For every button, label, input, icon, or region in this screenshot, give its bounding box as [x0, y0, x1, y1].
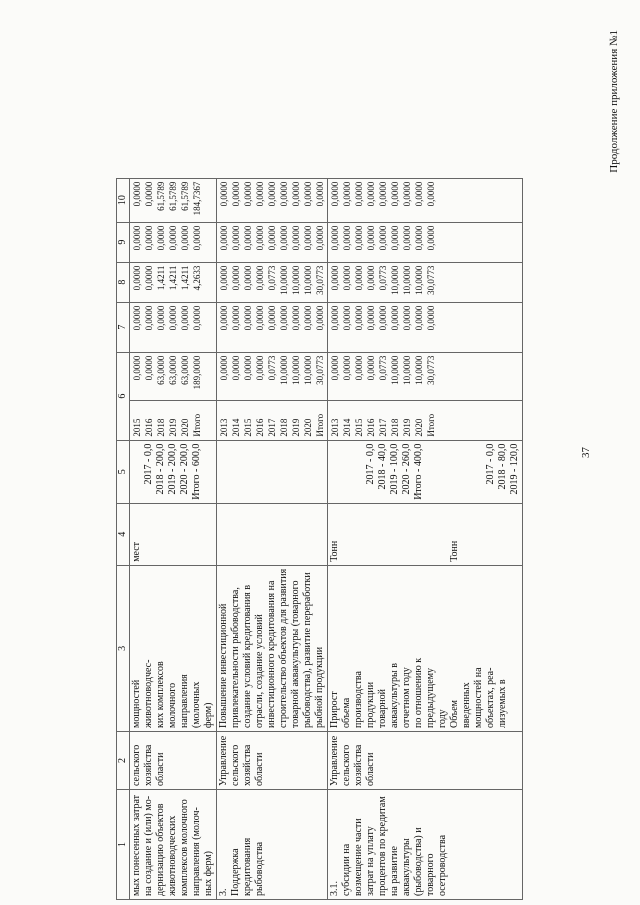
continuation-label: Продолжение приложения №1 [608, 30, 620, 173]
cell-line: Итого [192, 413, 202, 437]
cell-line: 0,0000 [219, 265, 229, 291]
cell-line: 2019 - 120,0 [509, 443, 520, 495]
cell-line: 0,0000 [144, 225, 154, 251]
cell-line: 0,0000 [342, 225, 352, 251]
cell-line: 0,0000 [279, 305, 289, 331]
indicator-cell [130, 565, 217, 731]
cell-line: 63,0000 [180, 355, 190, 385]
cell-line: 2019 - 100,0 [389, 443, 400, 495]
cell-line: 0,0000 [330, 305, 340, 331]
cell-line: 2020 - 200,0 [179, 443, 190, 495]
cell-line: (рыбоводства) и [413, 827, 424, 896]
cell-line: направления [179, 674, 190, 728]
cell-line: Итого [426, 413, 436, 437]
cell-line: 10,0000 [390, 265, 400, 295]
cell-line: 0,0000 [180, 305, 190, 331]
executor-cell [328, 732, 523, 790]
cell-line: 0,0773 [267, 355, 277, 381]
cell-line: Объем [449, 700, 460, 728]
cell-line: Итого [315, 413, 325, 437]
cell-line: ких комплексов [155, 661, 166, 728]
year-cell [328, 400, 523, 440]
cell-line: 0,0000 [354, 181, 364, 207]
cell-line: 0,0000 [267, 225, 277, 251]
cell-line: 0,0000 [354, 265, 364, 291]
cell-line: Поддержка [230, 848, 241, 896]
cell-line: 0,0000 [366, 265, 376, 291]
total-funding-cell [328, 352, 523, 400]
cell-line: 0,0000 [219, 305, 229, 331]
cell-line: 10,0000 [414, 265, 424, 295]
cell-line: 2018 [390, 418, 400, 437]
cell-line: производства [353, 671, 364, 728]
cell-line: Итого - 600,0 [191, 443, 202, 500]
cell-line: области [155, 752, 166, 786]
cell-line: аквакультуры в [389, 663, 400, 728]
cell-line: 0,0000 [291, 305, 301, 331]
cell-line: 10,0000 [279, 355, 289, 385]
cell-line: 0,0773 [378, 355, 388, 381]
cell-line: 0,0000 [426, 225, 436, 251]
cell-line: 0,0000 [243, 355, 253, 381]
cell-line: 2020 - 260,0 [401, 443, 412, 495]
cell-line: 30,0773 [426, 265, 436, 295]
cell-line: введенных [461, 682, 472, 728]
cell-line [329, 444, 341, 500]
cell-line: 0,0000 [303, 305, 313, 331]
cell-line: 0,0773 [378, 265, 388, 291]
cell-line: 0,0000 [330, 181, 340, 207]
funding-cell [328, 302, 523, 352]
cell-line [401, 507, 413, 562]
cell-line: 0,0000 [342, 355, 352, 381]
target-value-cell [328, 440, 523, 503]
cell-line: 0,0000 [291, 181, 301, 207]
cell-line [377, 507, 389, 562]
cell-line: 0,0000 [354, 355, 364, 381]
cell-line: 0,0000 [219, 355, 229, 381]
cell-line: 0,0000 [303, 181, 313, 207]
cell-line: сельского [230, 744, 241, 786]
cell-line: предыдущему [425, 667, 436, 728]
cell-line: 0,0000 [267, 181, 277, 207]
cell-line: направления (молоч- [191, 807, 202, 896]
cell-line: 0,0000 [279, 225, 289, 251]
cell-line [389, 507, 401, 562]
cell-line: 0,0000 [255, 305, 265, 331]
cell-line: 1,4211 [156, 265, 166, 291]
cell-line: 0,0000 [414, 305, 424, 331]
cell-line: 0,0000 [156, 225, 166, 251]
cell-line: на создание и (или) мо- [143, 795, 154, 896]
cell-line: 0,0000 [330, 225, 340, 251]
funding-cell [130, 302, 217, 352]
cell-line: 0,0000 [192, 305, 202, 331]
cell-line: товарной [377, 689, 388, 728]
cell-line: 0,0000 [291, 225, 301, 251]
cell-line: мест [131, 541, 142, 562]
cell-line: объектах, реа- [485, 667, 496, 728]
cell-line: отчетном году [401, 667, 412, 728]
cell-line: 2013 [219, 418, 229, 437]
cell-line: 0,0000 [243, 305, 253, 331]
cell-line: 2019 - 200,0 [167, 443, 178, 495]
cell-line: 30,0773 [315, 355, 325, 385]
cell-line: хозяйства [353, 744, 364, 786]
unit-cell [130, 503, 217, 565]
cell-line: процентов по кредитам [377, 796, 388, 896]
cell-line: 0,0000 [180, 225, 190, 251]
executor-cell [130, 732, 217, 790]
cell-line: 0,0000 [378, 181, 388, 207]
cell-line: продукции [365, 681, 376, 728]
cell-line: 2016 [255, 418, 265, 437]
cell-line: 0,0000 [255, 181, 265, 207]
page-number: 37 [580, 447, 592, 458]
measure-name-cell [328, 790, 523, 900]
cell-line: 0,0000 [231, 181, 241, 207]
cell-line: ных ферм) [203, 851, 214, 896]
cell-line: ферм) [203, 702, 214, 728]
cell-line [413, 507, 425, 562]
cell-line [365, 507, 377, 562]
cell-line: 2017 - 0,0 [485, 443, 496, 485]
cell-line: 0,0000 [255, 355, 265, 381]
cell-line: 2020 [303, 418, 313, 437]
cell-line: области [254, 752, 265, 786]
cell-line: мощностей [131, 679, 142, 728]
cell-line: 0,0000 [330, 355, 340, 381]
cell-line: 0,0000 [219, 181, 229, 207]
cell-line: 61,5789 [180, 181, 190, 211]
cell-line: животноводческих [167, 815, 178, 896]
cell-line: 2017 - 0,0 [143, 443, 154, 485]
cell-line: 0,0000 [378, 305, 388, 331]
cell-line: сельского [341, 744, 352, 786]
cell-line: 0,0000 [414, 181, 424, 207]
funding-cell [217, 178, 328, 222]
cell-line: 0,0000 [156, 305, 166, 331]
cell-line: 0,0000 [243, 225, 253, 251]
cell-line: 0,0000 [219, 225, 229, 251]
cell-line: году [437, 709, 448, 728]
cell-line [425, 507, 437, 562]
table-row [328, 178, 523, 899]
indicator-cell [217, 565, 328, 731]
cell-line: 0,0000 [192, 225, 202, 251]
cell-line: области [365, 752, 376, 786]
cell-line: 0,0000 [366, 225, 376, 251]
header-cell: 1 [117, 790, 130, 900]
cell-line: 61,5789 [156, 181, 166, 211]
cell-line: 0,0000 [402, 181, 412, 207]
cell-line: 0,0000 [132, 181, 142, 207]
header-cell: 9 [117, 222, 130, 262]
cell-line: 0,0000 [354, 305, 364, 331]
funding-cell [130, 178, 217, 222]
cell-line: на развитие [389, 846, 400, 896]
cell-line: 0,0000 [342, 305, 352, 331]
target-value-cell [217, 440, 328, 503]
cell-line: 0,0000 [366, 181, 376, 207]
header-cell: 10 [117, 178, 130, 222]
cell-line: товарной аквакультуры (товарного [290, 580, 301, 728]
executor-cell [217, 732, 328, 790]
cell-line: 0,0000 [402, 225, 412, 251]
cell-line: кредитования [242, 837, 253, 896]
cell-line: 0,0000 [255, 225, 265, 251]
cell-line: 10,0000 [291, 265, 301, 295]
header-cell: 8 [117, 262, 130, 302]
cell-line [341, 444, 353, 500]
measure-name-cell [130, 790, 217, 900]
cell-line: привлекательности рыбоводства, [230, 587, 241, 728]
cell-line: рыбоводства [254, 841, 265, 896]
cell-line [341, 507, 353, 562]
cell-line: 0,0000 [390, 225, 400, 251]
cell-line: 10,0000 [279, 265, 289, 295]
cell-line [425, 444, 437, 500]
cell-line: 10,0000 [291, 355, 301, 385]
cell-line: 0,0000 [132, 265, 142, 291]
cell-line: 0,0000 [243, 265, 253, 291]
cell-line: 2019 [291, 418, 301, 437]
cell-line: 0,0000 [303, 225, 313, 251]
cell-line [353, 444, 365, 500]
cell-line: 0,0000 [378, 225, 388, 251]
cell-line: 0,0000 [144, 181, 154, 207]
cell-line: 0,0000 [390, 181, 400, 207]
cell-line: рыбоводства), развитие переработки [302, 572, 313, 728]
cell-line: 0,0000 [426, 181, 436, 207]
unit-cell [217, 503, 328, 565]
cell-line: 2015 [354, 418, 364, 437]
cell-line: 2020 [414, 418, 424, 437]
cell-line: 0,0000 [315, 181, 325, 207]
cell-line: хозяйства [242, 744, 253, 786]
cell-line: 0,0000 [279, 181, 289, 207]
row-number: 3.1. [329, 881, 340, 896]
cell-line: 10,0000 [390, 355, 400, 385]
cell-line: 0,0773 [267, 265, 277, 291]
cell-line: лизуемых в [497, 679, 508, 728]
cell-line: Итого - 400,0 [413, 443, 424, 500]
header-cell: 6 [117, 352, 130, 440]
cell-line: 0,0000 [231, 355, 241, 381]
target-value-cell [130, 440, 217, 503]
cell-line: 2015 [243, 418, 253, 437]
cell-line: отрасли, создание условий [254, 614, 265, 728]
cell-line: товарного [425, 853, 436, 896]
funding-cell [328, 178, 523, 222]
cell-line: 0,0000 [231, 265, 241, 291]
cell-line: 0,0000 [315, 305, 325, 331]
year-cell [217, 400, 328, 440]
cell-line: субсидии на [341, 843, 352, 896]
cell-line: 0,0000 [354, 225, 364, 251]
cell-line: 0,0000 [390, 305, 400, 331]
cell-line: 2017 [267, 418, 277, 437]
cell-line: 0,0000 [144, 355, 154, 381]
indicator-cell [328, 565, 523, 731]
cell-line: 10,0000 [303, 265, 313, 295]
cell-line: 30,0773 [426, 355, 436, 385]
cell-line: 2016 [366, 418, 376, 437]
cell-line: 2018 - 40,0 [377, 443, 388, 490]
cell-line: 0,0000 [132, 305, 142, 331]
year-cell [130, 400, 217, 440]
cell-line: 4,2633 [192, 265, 202, 291]
total-funding-cell [217, 352, 328, 400]
cell-line: комплексов молочного [179, 799, 190, 896]
cell-line: 0,0000 [366, 355, 376, 381]
cell-line: строительство объектов для развития [278, 568, 289, 728]
program-table [116, 178, 523, 900]
cell-line: животноводчес- [143, 659, 154, 728]
cell-line: 0,0000 [144, 265, 154, 291]
cell-line: 0,0000 [168, 225, 178, 251]
cell-line: 0,0000 [132, 355, 142, 381]
cell-line: инвестиционного кредитования на [266, 580, 277, 728]
cell-line: 184,7367 [192, 181, 202, 216]
cell-line: 0,0000 [243, 181, 253, 207]
header-cell: 4 [117, 503, 130, 565]
cell-line [473, 444, 485, 500]
cell-line: 0,0000 [402, 305, 412, 331]
funding-cell [130, 222, 217, 262]
cell-line: Тонн [449, 540, 460, 562]
funding-cell [217, 222, 328, 262]
cell-line: 63,0000 [156, 355, 166, 385]
cell-line: 2018 - 80,0 [497, 443, 508, 490]
header-cell: 2 [117, 732, 130, 790]
cell-line: 2018 - 200,0 [155, 443, 166, 495]
cell-line: 0,0000 [414, 225, 424, 251]
row-number: 3. [218, 888, 229, 896]
cell-line: рыбной продукции [314, 646, 325, 728]
cell-line: 0,0000 [426, 305, 436, 331]
cell-line: мых понесенных затрат [131, 794, 142, 896]
cell-line: 1,4211 [168, 265, 178, 291]
funding-cell [328, 222, 523, 262]
cell-line: 63,0000 [168, 355, 178, 385]
cell-line: 2018 [156, 418, 166, 437]
cell-line [437, 507, 449, 562]
cell-line [449, 444, 461, 500]
cell-line [131, 444, 143, 500]
cell-line: 1,4211 [180, 265, 190, 291]
cell-line: по отношению к [413, 657, 424, 728]
cell-line: 0,0000 [231, 305, 241, 331]
cell-line: 2019 [168, 418, 178, 437]
measure-name-cell [217, 790, 328, 900]
cell-line: 2017 - 0,0 [365, 443, 376, 485]
cell-line: дернизацию объектов [155, 803, 166, 896]
cell-line: (молочных [191, 681, 202, 728]
funding-cell [217, 262, 328, 302]
cell-line: 0,0000 [330, 265, 340, 291]
cell-line: молочного [167, 682, 178, 728]
cell-line [353, 507, 365, 562]
cell-line: 0,0000 [231, 225, 241, 251]
cell-line: Тонн [329, 540, 340, 562]
table-body [117, 178, 523, 899]
cell-line [437, 444, 449, 500]
cell-line: 10,0000 [414, 355, 424, 385]
cell-line: 0,0000 [342, 181, 352, 207]
cell-line: аквакультуры [401, 838, 412, 896]
header-cell: 3 [117, 565, 130, 731]
cell-line: возмещение части [353, 818, 364, 896]
cell-line: 0,0000 [267, 305, 277, 331]
cell-line: 0,0000 [168, 305, 178, 331]
cell-line: 0,0000 [144, 305, 154, 331]
cell-line: 10,0000 [402, 355, 412, 385]
cell-line: затрат на уплату [365, 826, 376, 896]
table-row [217, 178, 328, 899]
cell-line: сельского [131, 744, 142, 786]
cell-line [461, 444, 473, 500]
cell-line: Управление [329, 735, 340, 786]
cell-line: 0,0000 [315, 225, 325, 251]
cell-line: 2013 [330, 418, 340, 437]
cell-line: 2014 [231, 418, 241, 437]
cell-line: 2014 [342, 418, 352, 437]
funding-cell [130, 262, 217, 302]
cell-line: 0,0000 [255, 265, 265, 291]
cell-line: создание условий кредитования в [242, 584, 253, 728]
cell-line: мощностей на [473, 667, 484, 728]
total-funding-cell [130, 352, 217, 400]
cell-line: 2018 [279, 418, 289, 437]
cell-line: объема [341, 697, 352, 728]
cell-line: 30,0773 [315, 265, 325, 295]
cell-line: 2020 [180, 418, 190, 437]
cell-line: Управление [218, 735, 229, 786]
cell-line: хозяйства [143, 744, 154, 786]
funding-cell [328, 262, 523, 302]
cell-line: 61,5789 [168, 181, 178, 211]
cell-line: 2017 [378, 418, 388, 437]
cell-line: 10,0000 [402, 265, 412, 295]
cell-line: 2019 [402, 418, 412, 437]
cell-line: 0,0000 [132, 225, 142, 251]
header-row [117, 178, 130, 899]
cell-line: Повышение инвестиционной [218, 603, 229, 728]
header-cell: 7 [117, 302, 130, 352]
unit-cell [328, 503, 523, 565]
funding-cell [217, 302, 328, 352]
cell-line: осетроводства [437, 834, 448, 896]
cell-line: 0,0000 [342, 265, 352, 291]
cell-line: 0,0000 [366, 305, 376, 331]
cell-line: 2016 [144, 418, 154, 437]
cell-line: 189,0000 [192, 355, 202, 390]
table-row [130, 178, 217, 899]
cell-line: Прирост [329, 691, 340, 728]
header-cell: 5 [117, 440, 130, 503]
cell-line: 10,0000 [303, 355, 313, 385]
cell-line: 2015 [132, 418, 142, 437]
